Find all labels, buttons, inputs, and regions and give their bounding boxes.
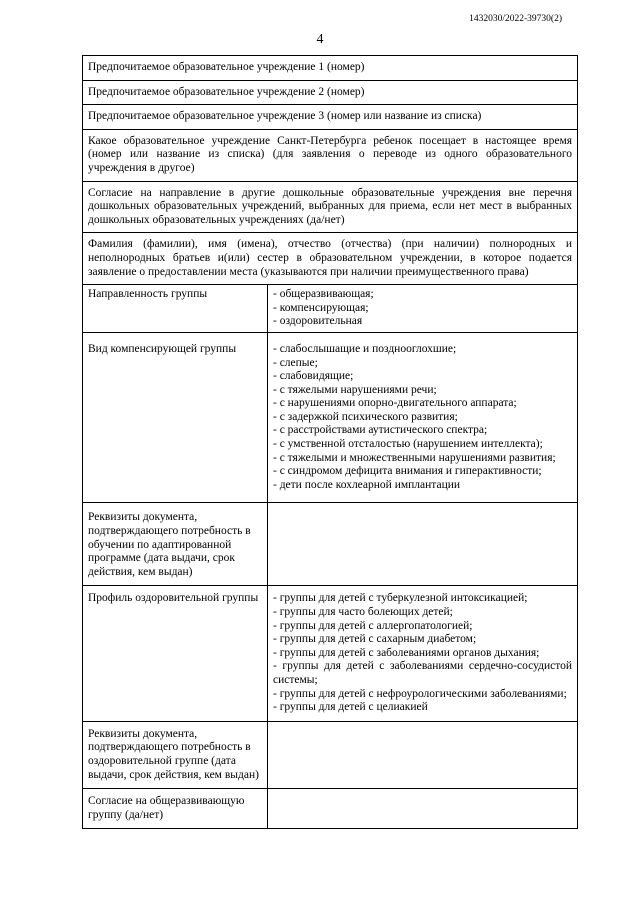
list-item: - группы для детей с нефроурологическими заболеваниями;	[273, 687, 567, 700]
current-institution[interactable]: Какое образовательное учреждение Санкт-Петербурга ребенок посещает в настоящее время (номер или название из списка) (для заявления о переводе из одного образовательного учреждения в другое)	[83, 129, 578, 181]
list-item: - с нарушениями опорно-двигательного аппарата;	[273, 397, 517, 410]
list-item: - слабовидящие;	[273, 370, 354, 383]
list-item: - с задержкой психического развития;	[273, 410, 458, 423]
application-form-table	[82, 55, 578, 829]
document-number: 1432030/2022-39730(2)	[469, 14, 562, 24]
list-item: - группы для детей с заболеваниями сердечно-сосудистой системы;	[273, 660, 573, 686]
list-item: - группы для детей с целиакией	[273, 701, 428, 714]
preferred-institution-2[interactable]: Предпочитаемое образовательное учреждение 2 (номер)	[83, 80, 578, 105]
list-item: - с синдромом дефицита внимания и гиперактивности;	[273, 465, 542, 478]
page-number: 4	[316, 32, 324, 47]
list-item: - группы для часто болеющих детей;	[273, 606, 453, 618]
list-item: - с расстройствами аутистического спектра;	[273, 424, 488, 437]
table-row	[83, 789, 578, 829]
adapted-program-doc-field[interactable]	[268, 503, 578, 586]
preferred-institution-3[interactable]: Предпочитаемое образовательное учреждение 3 (номер или название из списка)	[83, 105, 578, 130]
table-row	[83, 129, 578, 181]
table-row	[83, 721, 578, 788]
table-row	[83, 503, 578, 586]
list-item: - с умственной отсталостью (нарушением интеллекта);	[273, 438, 543, 451]
general-consent-field[interactable]	[268, 789, 578, 829]
table-row	[83, 105, 578, 130]
table-row	[83, 181, 578, 233]
adapted-program-doc-label: Реквизиты документа, подтверждающего потребность в обучении по адаптированной программе (дата выдачи, срок действия, кем выдан)	[83, 503, 268, 586]
table-row	[83, 56, 578, 81]
table-row	[83, 285, 578, 333]
list-item: - общеразвивающая;	[273, 288, 374, 301]
compensating-type-options[interactable]	[268, 332, 578, 503]
list-item: - группы для детей с аллергопатологией;	[273, 619, 473, 632]
list-item: - с тяжелыми нарушениями речи;	[273, 383, 437, 396]
group-focus-options[interactable]	[268, 285, 578, 333]
list-item: - слепые;	[273, 356, 318, 369]
table-row	[83, 80, 578, 105]
consent-other-institutions[interactable]: Согласие на направление в другие дошкольные образовательные учреждения вне перечня дошкольных образовательных учреждений, выбранных для приема, если нет мест в выбранных дошкольных образовательных учреждениях (да/нет)	[83, 181, 578, 233]
list-item: - слабослышащие и позднооглохшие;	[273, 342, 457, 355]
health-profile-label: Профиль оздоровительной группы	[83, 586, 268, 721]
preferred-institution-1[interactable]: Предпочитаемое образовательное учреждение 1 (номер)	[83, 56, 578, 81]
health-group-doc-label: Реквизиты документа, подтверждающего потребность в оздоровительной группе (дата выдачи, срок действия, кем выдан)	[83, 721, 268, 788]
table-row	[83, 233, 578, 285]
health-group-doc-field[interactable]	[268, 721, 578, 788]
group-focus-label: Направленность группы	[83, 285, 268, 333]
list-item: - компенсирующая;	[273, 301, 369, 314]
list-item: - оздоровительная	[273, 315, 363, 328]
health-profile-options[interactable]	[268, 586, 578, 721]
compensating-type-label: Вид компенсирующей группы	[83, 332, 268, 503]
list-item: - с тяжелыми и множественными нарушениями развития;	[273, 451, 556, 464]
siblings-names[interactable]: Фамилия (фамилии), имя (имена), отчество (отчества) (при наличии) полнородных и неполнородных братьев и(или) сестер в образовательном учреждении, в которое подается заявление о предоставлении места (указываются при наличии преимущественного права)	[83, 233, 578, 285]
list-item: - дети после кохлеарной имплантации	[273, 478, 461, 491]
general-consent-label: Согласие на общеразвивающую группу (да/нет)	[83, 789, 268, 829]
list-item: - группы для детей с сахарным диабетом;	[273, 633, 477, 646]
table-row	[83, 586, 578, 721]
list-item: - группы для детей с заболеваниями органов дыхания;	[273, 646, 540, 659]
list-item: - группы для детей с туберкулезной интоксикацией;	[273, 592, 528, 605]
table-row	[83, 332, 578, 503]
